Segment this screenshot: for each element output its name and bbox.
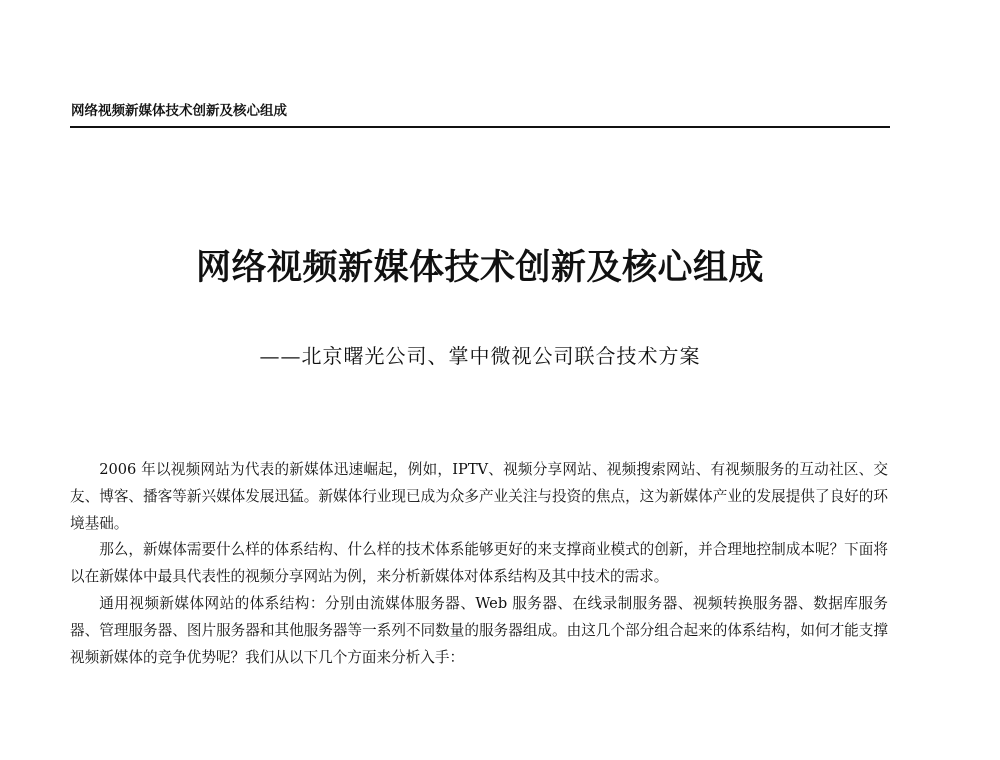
document-body [70, 457, 888, 671]
document-title: 网络视频新媒体技术创新及核心组成 [195, 247, 764, 288]
running-header-title: 网络视频新媒体技术创新及核心组成 [71, 103, 287, 119]
paragraph-3: 通用视频新媒体网站的体系结构：分别由流媒体服务器、Web 服务器、在线录制服务器、视频转换服务器、数据库服务器、管理服务器、图片服务器和其他服务器等一系列不同数量的服务器组成。由这几个部分组合起来的体系结构，如何才能支撑视频新媒体的竞争优势呢？我们从以下几个方面来分析入手： [70, 594, 888, 666]
paragraph-1: 2006 年以视频网站为代表的新媒体迅速崛起，例如，IPTV、视频分享网站、视频搜索网站、有视频服务的互动社区、交友、博客、播客等新兴媒体发展迅猛。新媒体行业现已成为众多产业关注与投资的焦点，这为新媒体产业的发展提供了良好的环境基础。 [70, 461, 888, 532]
running-header [70, 100, 890, 128]
document-subtitle: ——北京曙光公司、掌中微视公司联合技术方案 [259, 344, 701, 368]
paragraph-2: 那么，新媒体需要什么样的体系结构、什么样的技术体系能够更好的来支撑商业模式的创新，并合理地控制成本呢？下面将以在新媒体中最具代表性的视频分享网站为例，来分析新媒体对体系结构及其中技术的需求。 [70, 541, 888, 586]
